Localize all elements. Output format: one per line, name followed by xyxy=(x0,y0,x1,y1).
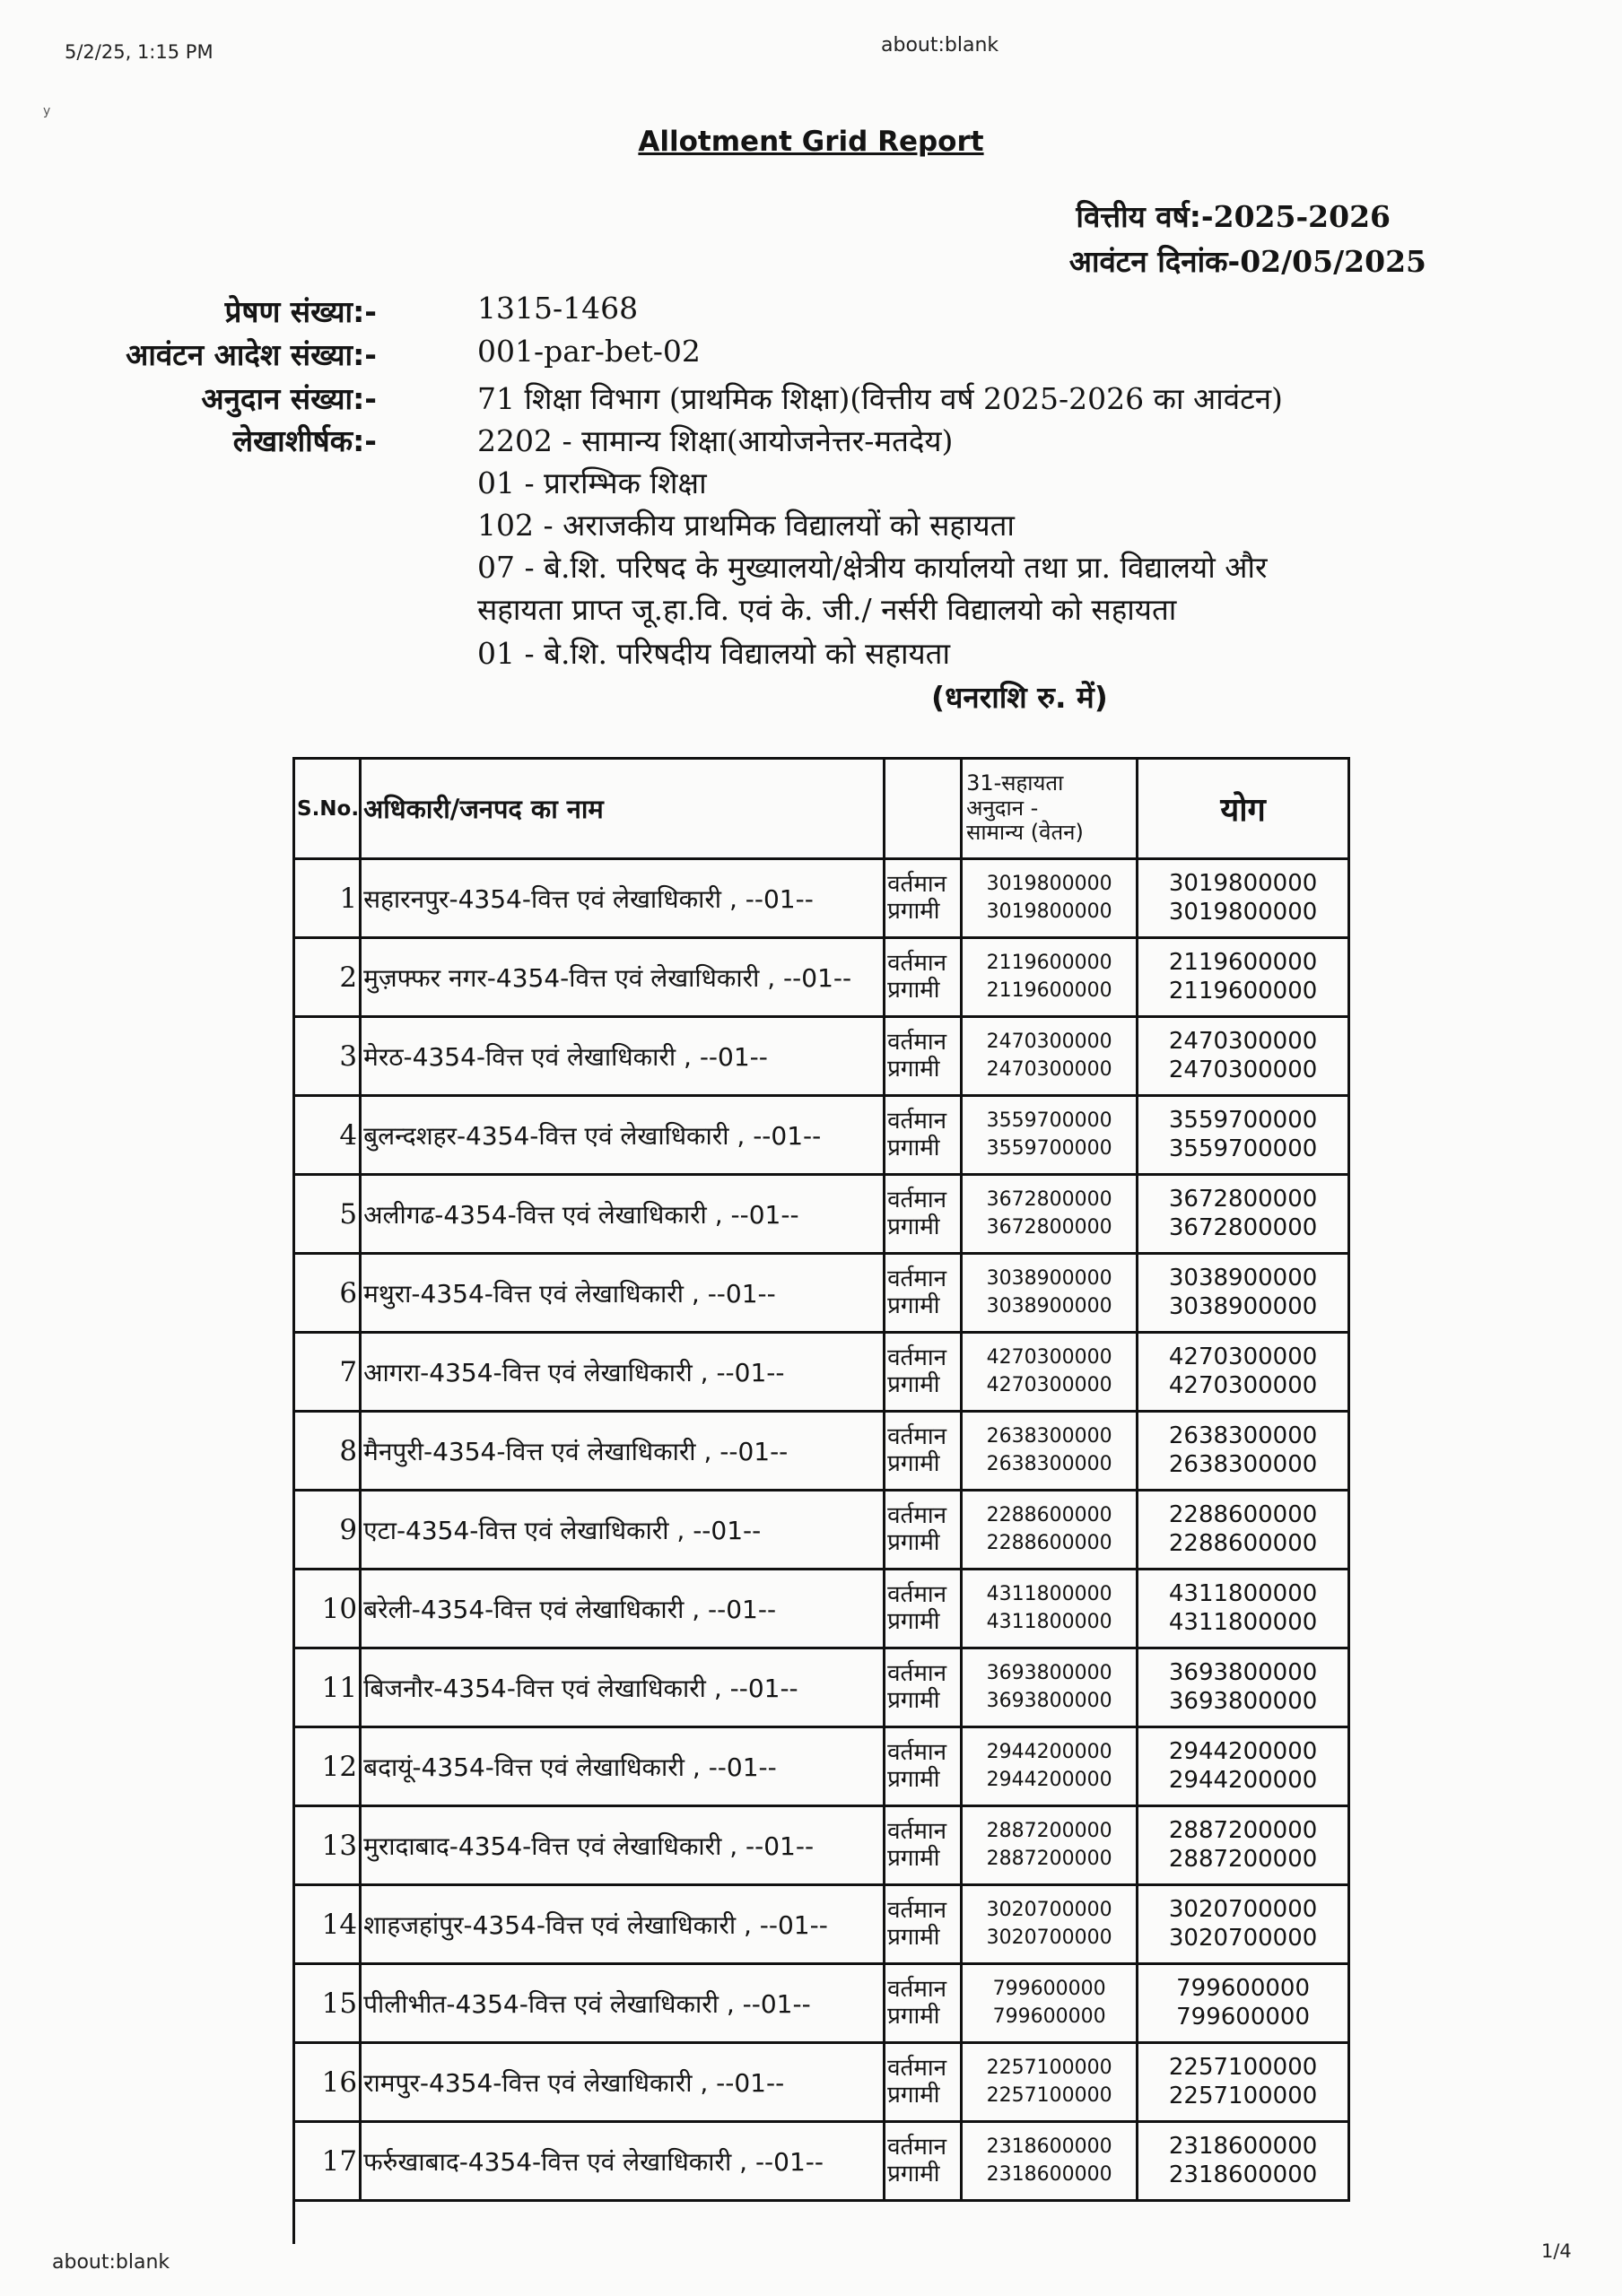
grant-current: 3693800000 xyxy=(986,1662,1112,1685)
table-body xyxy=(294,859,1349,2201)
grant-future: 3038900000 xyxy=(986,1294,1112,1318)
cell-total xyxy=(1138,1727,1349,1806)
cell-grant xyxy=(962,1254,1138,1333)
grant-current: 3020700000 xyxy=(986,1899,1112,1922)
type-current: वर्तमान xyxy=(887,1659,947,1687)
table-row xyxy=(294,1491,1349,1570)
type-current: वर्तमान xyxy=(887,1107,947,1135)
table-row xyxy=(294,1727,1349,1806)
table-row xyxy=(294,2043,1349,2122)
type-current: वर्तमान xyxy=(887,1975,947,2003)
total-current: 3672800000 xyxy=(1168,1186,1318,1213)
cell-total xyxy=(1138,1333,1349,1412)
type-current: वर्तमान xyxy=(887,1265,947,1292)
cell-total xyxy=(1138,859,1349,938)
cell-name: मुज़फ्फर नगर-4354-वित्त एवं लेखाधिकारी , --01-- xyxy=(361,938,885,1017)
total-future: 2318600000 xyxy=(1168,2161,1318,2188)
total-current: 2887200000 xyxy=(1168,1817,1318,1845)
head-label: लेखाशीर्षक:- xyxy=(232,423,377,458)
total-current: 3693800000 xyxy=(1168,1659,1318,1687)
cell-type xyxy=(885,1333,962,1412)
cell-name: मैनपुरी-4354-वित्त एवं लेखाधिकारी , --01-- xyxy=(361,1412,885,1491)
grant-current: 3559700000 xyxy=(986,1109,1112,1133)
type-current: वर्तमान xyxy=(887,870,947,898)
header-type xyxy=(885,759,962,859)
cell-name: फर्रुखाबाद-4354-वित्त एवं लेखाधिकारी , --01-- xyxy=(361,2122,885,2201)
total-current: 2288600000 xyxy=(1168,1501,1318,1529)
grant-current: 2944200000 xyxy=(986,1741,1112,1764)
cell-name: पीलीभीत-4354-वित्त एवं लेखाधिकारी , --01-- xyxy=(361,1964,885,2043)
total-future: 2288600000 xyxy=(1168,1529,1318,1557)
cell-grant xyxy=(962,1096,1138,1175)
dispatch-value: 1315-1468 xyxy=(477,291,639,326)
grant-current: 4311800000 xyxy=(986,1583,1112,1606)
head-line-2: 01 - प्रारम्भिक शिक्षा xyxy=(477,465,707,500)
grant-current: 4270300000 xyxy=(986,1346,1112,1370)
cell-total xyxy=(1138,2122,1349,2201)
table-continuation-line xyxy=(292,2199,295,2244)
grant-value: 71 शिक्षा विभाग (प्राथमिक शिक्षा)(वित्तीय वर्ष 2025-2026 का आवंटन) xyxy=(477,381,1283,416)
type-current: वर्तमान xyxy=(887,1580,947,1608)
financial-year-value: 2025-2026 xyxy=(1213,199,1391,234)
grant-future: 4311800000 xyxy=(986,1610,1112,1633)
financial-year-label: वित्तीय वर्ष:- xyxy=(1076,199,1214,234)
cell-sno: 3 xyxy=(294,1017,361,1096)
type-future: प्रगामी xyxy=(887,1213,940,1240)
total-current: 3019800000 xyxy=(1168,870,1318,898)
cell-sno: 6 xyxy=(294,1254,361,1333)
cell-grant xyxy=(962,1491,1138,1570)
grant-current: 2318600000 xyxy=(986,2135,1112,2159)
cell-total xyxy=(1138,1254,1349,1333)
cell-grant xyxy=(962,1333,1138,1412)
cell-grant xyxy=(962,1648,1138,1727)
cell-type xyxy=(885,1096,962,1175)
cell-type xyxy=(885,2122,962,2201)
cell-name: सहारनपुर-4354-वित्त एवं लेखाधिकारी , --01-- xyxy=(361,859,885,938)
type-future: प्रगामी xyxy=(887,1370,940,1398)
grant-current: 2119600000 xyxy=(986,952,1112,975)
cell-sno: 8 xyxy=(294,1412,361,1491)
table-row xyxy=(294,1806,1349,1885)
total-current: 3020700000 xyxy=(1168,1896,1318,1924)
cell-grant xyxy=(962,859,1138,938)
total-future: 3038900000 xyxy=(1168,1292,1318,1320)
type-current: वर्तमान xyxy=(887,1501,947,1529)
cell-grant xyxy=(962,1412,1138,1491)
type-future: प्रगामी xyxy=(887,897,940,925)
cell-sno: 15 xyxy=(294,1964,361,2043)
total-current: 2944200000 xyxy=(1168,1738,1318,1766)
grant-label: अनुदान संख्या:- xyxy=(201,381,377,416)
total-current: 799600000 xyxy=(1176,1975,1311,2003)
cell-name: मेरठ-4354-वित्त एवं लेखाधिकारी , --01-- xyxy=(361,1017,885,1096)
cell-sno: 9 xyxy=(294,1491,361,1570)
table-row xyxy=(294,1412,1349,1491)
total-current: 4311800000 xyxy=(1168,1580,1318,1608)
cell-grant xyxy=(962,1964,1138,2043)
type-future: प्रगामी xyxy=(887,1765,940,1793)
type-future: प्रगामी xyxy=(887,1292,940,1319)
cell-total xyxy=(1138,1175,1349,1254)
cell-grant xyxy=(962,1017,1138,1096)
grant-current: 2887200000 xyxy=(986,1820,1112,1843)
cell-type xyxy=(885,1017,962,1096)
type-current: वर्तमान xyxy=(887,1344,947,1371)
total-future: 799600000 xyxy=(1176,2003,1311,2031)
cell-name: बुलन्दशहर-4354-वित्त एवं लेखाधिकारी , --01-- xyxy=(361,1096,885,1175)
total-future: 3559700000 xyxy=(1168,1135,1318,1162)
cell-total xyxy=(1138,1491,1349,1570)
type-future: प्रगामी xyxy=(887,1528,940,1556)
cell-sno: 14 xyxy=(294,1885,361,1964)
table-row xyxy=(294,1964,1349,2043)
grant-future: 3559700000 xyxy=(986,1136,1112,1160)
total-future: 2638300000 xyxy=(1168,1450,1318,1478)
financial-year-line xyxy=(1076,196,1391,236)
cell-name: मुरादाबाद-4354-वित्त एवं लेखाधिकारी , --01-- xyxy=(361,1806,885,1885)
total-future: 3672800000 xyxy=(1168,1213,1318,1241)
total-current: 3559700000 xyxy=(1168,1107,1318,1135)
cell-total xyxy=(1138,1570,1349,1648)
dispatch-label: प्रेषण संख्या:- xyxy=(224,294,377,329)
header-grant xyxy=(962,759,1138,859)
grant-current: 2470300000 xyxy=(986,1031,1112,1054)
amount-unit: (धनराशि रु. में) xyxy=(931,680,1108,715)
grant-current: 799600000 xyxy=(992,1978,1106,2001)
head-line-1: 2202 - सामान्य शिक्षा(आयोजनेत्तर-मतदेय) xyxy=(477,423,954,458)
cell-type xyxy=(885,1491,962,1570)
grant-future: 3020700000 xyxy=(986,1926,1112,1949)
header-grant-line-2: अनुदान - xyxy=(966,795,1039,821)
type-current: वर्तमान xyxy=(887,1028,947,1056)
type-current: वर्तमान xyxy=(887,2054,947,2082)
cell-sno: 2 xyxy=(294,938,361,1017)
cell-total xyxy=(1138,1806,1349,1885)
cell-grant xyxy=(962,2043,1138,2122)
cell-type xyxy=(885,1964,962,2043)
cell-name: बदायूं-4354-वित्त एवं लेखाधिकारी , --01-- xyxy=(361,1727,885,1806)
table-header-row xyxy=(294,759,1349,859)
cell-sno: 4 xyxy=(294,1096,361,1175)
order-label: आवंटन आदेश संख्या:- xyxy=(126,337,377,372)
type-future: प्रगामी xyxy=(887,1449,940,1477)
header-total: योग xyxy=(1138,759,1349,859)
grant-future: 4270300000 xyxy=(986,1373,1112,1396)
grant-future: 2638300000 xyxy=(986,1452,1112,1475)
cell-name: आगरा-4354-वित्त एवं लेखाधिकारी , --01-- xyxy=(361,1333,885,1412)
total-current: 3038900000 xyxy=(1168,1265,1318,1292)
grant-current: 2288600000 xyxy=(986,1504,1112,1527)
total-future: 2470300000 xyxy=(1168,1056,1318,1083)
total-current: 2257100000 xyxy=(1168,2054,1318,2082)
cell-total xyxy=(1138,1096,1349,1175)
grant-future: 2887200000 xyxy=(986,1847,1112,1870)
cell-sno: 11 xyxy=(294,1648,361,1727)
cell-sno: 13 xyxy=(294,1806,361,1885)
type-future: प्रगामी xyxy=(887,2081,940,2109)
total-future: 2119600000 xyxy=(1168,977,1318,1004)
cell-sno: 5 xyxy=(294,1175,361,1254)
cell-grant xyxy=(962,1885,1138,1964)
allotment-date-label: आवंटन दिनांक- xyxy=(1068,244,1241,279)
grant-current: 3038900000 xyxy=(986,1267,1112,1291)
cell-type xyxy=(885,2043,962,2122)
grant-future: 2944200000 xyxy=(986,1768,1112,1791)
table-row xyxy=(294,1333,1349,1412)
cell-total xyxy=(1138,1648,1349,1727)
cell-total xyxy=(1138,1885,1349,1964)
type-current: वर्तमान xyxy=(887,1738,947,1766)
head-line-4: 07 - बे.शि. परिषद के मुख्यालयो/क्षेत्रीय कार्यालयो तथा प्रा. विद्यालयो और xyxy=(477,550,1268,585)
cell-grant xyxy=(962,1727,1138,1806)
cell-sno: 17 xyxy=(294,2122,361,2201)
cell-grant xyxy=(962,1806,1138,1885)
table-row xyxy=(294,859,1349,938)
grant-future: 3019800000 xyxy=(986,900,1112,923)
type-future: प्रगामी xyxy=(887,1686,940,1714)
cell-type xyxy=(885,1570,962,1648)
total-current: 2318600000 xyxy=(1168,2133,1318,2161)
allotment-table xyxy=(292,757,1350,2202)
cell-sno: 10 xyxy=(294,1570,361,1648)
type-current: वर्तमान xyxy=(887,1186,947,1213)
head-line-6: 01 - बे.शि. परिषदीय विद्यालयो को सहायता xyxy=(477,636,951,671)
type-current: वर्तमान xyxy=(887,2133,947,2161)
total-current: 2638300000 xyxy=(1168,1422,1318,1450)
cell-type xyxy=(885,859,962,938)
type-current: वर्तमान xyxy=(887,1817,947,1845)
total-future: 3019800000 xyxy=(1168,898,1318,926)
total-future: 4270300000 xyxy=(1168,1371,1318,1399)
total-current: 4270300000 xyxy=(1168,1344,1318,1371)
cell-type xyxy=(885,1806,962,1885)
grant-future: 3693800000 xyxy=(986,1689,1112,1712)
print-url-footer: about:blank xyxy=(52,2251,170,2274)
total-current: 2119600000 xyxy=(1168,949,1318,977)
allotment-date-value: 02/05/2025 xyxy=(1240,244,1426,279)
cell-name: रामपुर-4354-वित्त एवं लेखाधिकारी , --01-- xyxy=(361,2043,885,2122)
header-grant-line-1: 31-सहायता xyxy=(966,770,1064,796)
total-future: 2257100000 xyxy=(1168,2082,1318,2109)
table-row xyxy=(294,1648,1349,1727)
type-future: प्रगामी xyxy=(887,1607,940,1635)
grant-future: 2119600000 xyxy=(986,978,1112,1002)
header-grant-line-3: सामान्य (वेतन) xyxy=(966,820,1084,846)
type-future: प्रगामी xyxy=(887,2160,940,2187)
type-current: वर्तमान xyxy=(887,1422,947,1450)
type-future: प्रगामी xyxy=(887,1134,940,1161)
print-datetime: 5/2/25, 1:15 PM xyxy=(65,41,214,63)
cell-name: शाहजहांपुर-4354-वित्त एवं लेखाधिकारी , --01-- xyxy=(361,1885,885,1964)
cell-type xyxy=(885,1727,962,1806)
type-future: प्रगामी xyxy=(887,1055,940,1083)
cell-type xyxy=(885,1885,962,1964)
cell-total xyxy=(1138,938,1349,1017)
cell-grant xyxy=(962,1570,1138,1648)
table-row xyxy=(294,1175,1349,1254)
type-future: प्रगामी xyxy=(887,1844,940,1872)
cell-type xyxy=(885,1412,962,1491)
table-row xyxy=(294,1096,1349,1175)
cell-sno: 7 xyxy=(294,1333,361,1412)
type-future: प्रगामी xyxy=(887,2002,940,2030)
cell-name: बरेली-4354-वित्त एवं लेखाधिकारी , --01-- xyxy=(361,1570,885,1648)
type-future: प्रगामी xyxy=(887,1923,940,1951)
page-number: 1/4 xyxy=(1541,2240,1572,2262)
type-current: वर्तमान xyxy=(887,1896,947,1924)
header-sno: S.No. xyxy=(294,759,361,859)
report-title: Allotment Grid Report xyxy=(638,126,984,158)
cell-total xyxy=(1138,2043,1349,2122)
cell-sno: 1 xyxy=(294,859,361,938)
order-value: 001-par-bet-02 xyxy=(477,334,701,369)
total-future: 4311800000 xyxy=(1168,1608,1318,1636)
scan-mark: y xyxy=(43,104,51,118)
cell-grant xyxy=(962,1175,1138,1254)
head-line-5: सहायता प्राप्त जू.हा.वि. एवं के. जी./ नर्सरी विद्यालयो को सहायता xyxy=(477,592,1177,627)
cell-sno: 16 xyxy=(294,2043,361,2122)
cell-total xyxy=(1138,1412,1349,1491)
cell-sno: 12 xyxy=(294,1727,361,1806)
table-row xyxy=(294,1570,1349,1648)
allotment-date-line xyxy=(1069,240,1426,281)
table-row xyxy=(294,1254,1349,1333)
total-future: 2887200000 xyxy=(1168,1845,1318,1873)
grant-current: 2257100000 xyxy=(986,2057,1112,2080)
cell-type xyxy=(885,1175,962,1254)
cell-grant xyxy=(962,2122,1138,2201)
header-name: अधिकारी/जनपद का नाम xyxy=(361,759,885,859)
grant-future: 2318600000 xyxy=(986,2162,1112,2186)
cell-name: मथुरा-4354-वित्त एवं लेखाधिकारी , --01-- xyxy=(361,1254,885,1333)
grant-future: 2470300000 xyxy=(986,1057,1112,1081)
cell-name: एटा-4354-वित्त एवं लेखाधिकारी , --01-- xyxy=(361,1491,885,1570)
type-future: प्रगामी xyxy=(887,976,940,1004)
head-line-3: 102 - अराजकीय प्राथमिक विद्यालयों को सहायता xyxy=(477,508,1015,543)
grant-future: 799600000 xyxy=(992,2005,1106,2028)
grant-future: 2257100000 xyxy=(986,2083,1112,2107)
table-row xyxy=(294,1017,1349,1096)
cell-total xyxy=(1138,1964,1349,2043)
type-current: वर्तमान xyxy=(887,949,947,977)
grant-current: 2638300000 xyxy=(986,1425,1112,1448)
total-future: 3020700000 xyxy=(1168,1924,1318,1952)
table-row xyxy=(294,1885,1349,1964)
total-future: 2944200000 xyxy=(1168,1766,1318,1794)
table-row xyxy=(294,938,1349,1017)
grant-current: 3672800000 xyxy=(986,1188,1112,1212)
cell-type xyxy=(885,938,962,1017)
cell-type xyxy=(885,1254,962,1333)
total-future: 3693800000 xyxy=(1168,1687,1318,1715)
grant-current: 3019800000 xyxy=(986,873,1112,896)
grant-future: 3672800000 xyxy=(986,1215,1112,1239)
cell-grant xyxy=(962,938,1138,1017)
table-row xyxy=(294,2122,1349,2201)
cell-name: बिजनौर-4354-वित्त एवं लेखाधिकारी , --01-- xyxy=(361,1648,885,1727)
grant-future: 2288600000 xyxy=(986,1531,1112,1554)
print-url-header: about:blank xyxy=(881,34,999,57)
cell-type xyxy=(885,1648,962,1727)
total-current: 2470300000 xyxy=(1168,1028,1318,1056)
cell-total xyxy=(1138,1017,1349,1096)
cell-name: अलीगढ-4354-वित्त एवं लेखाधिकारी , --01-- xyxy=(361,1175,885,1254)
